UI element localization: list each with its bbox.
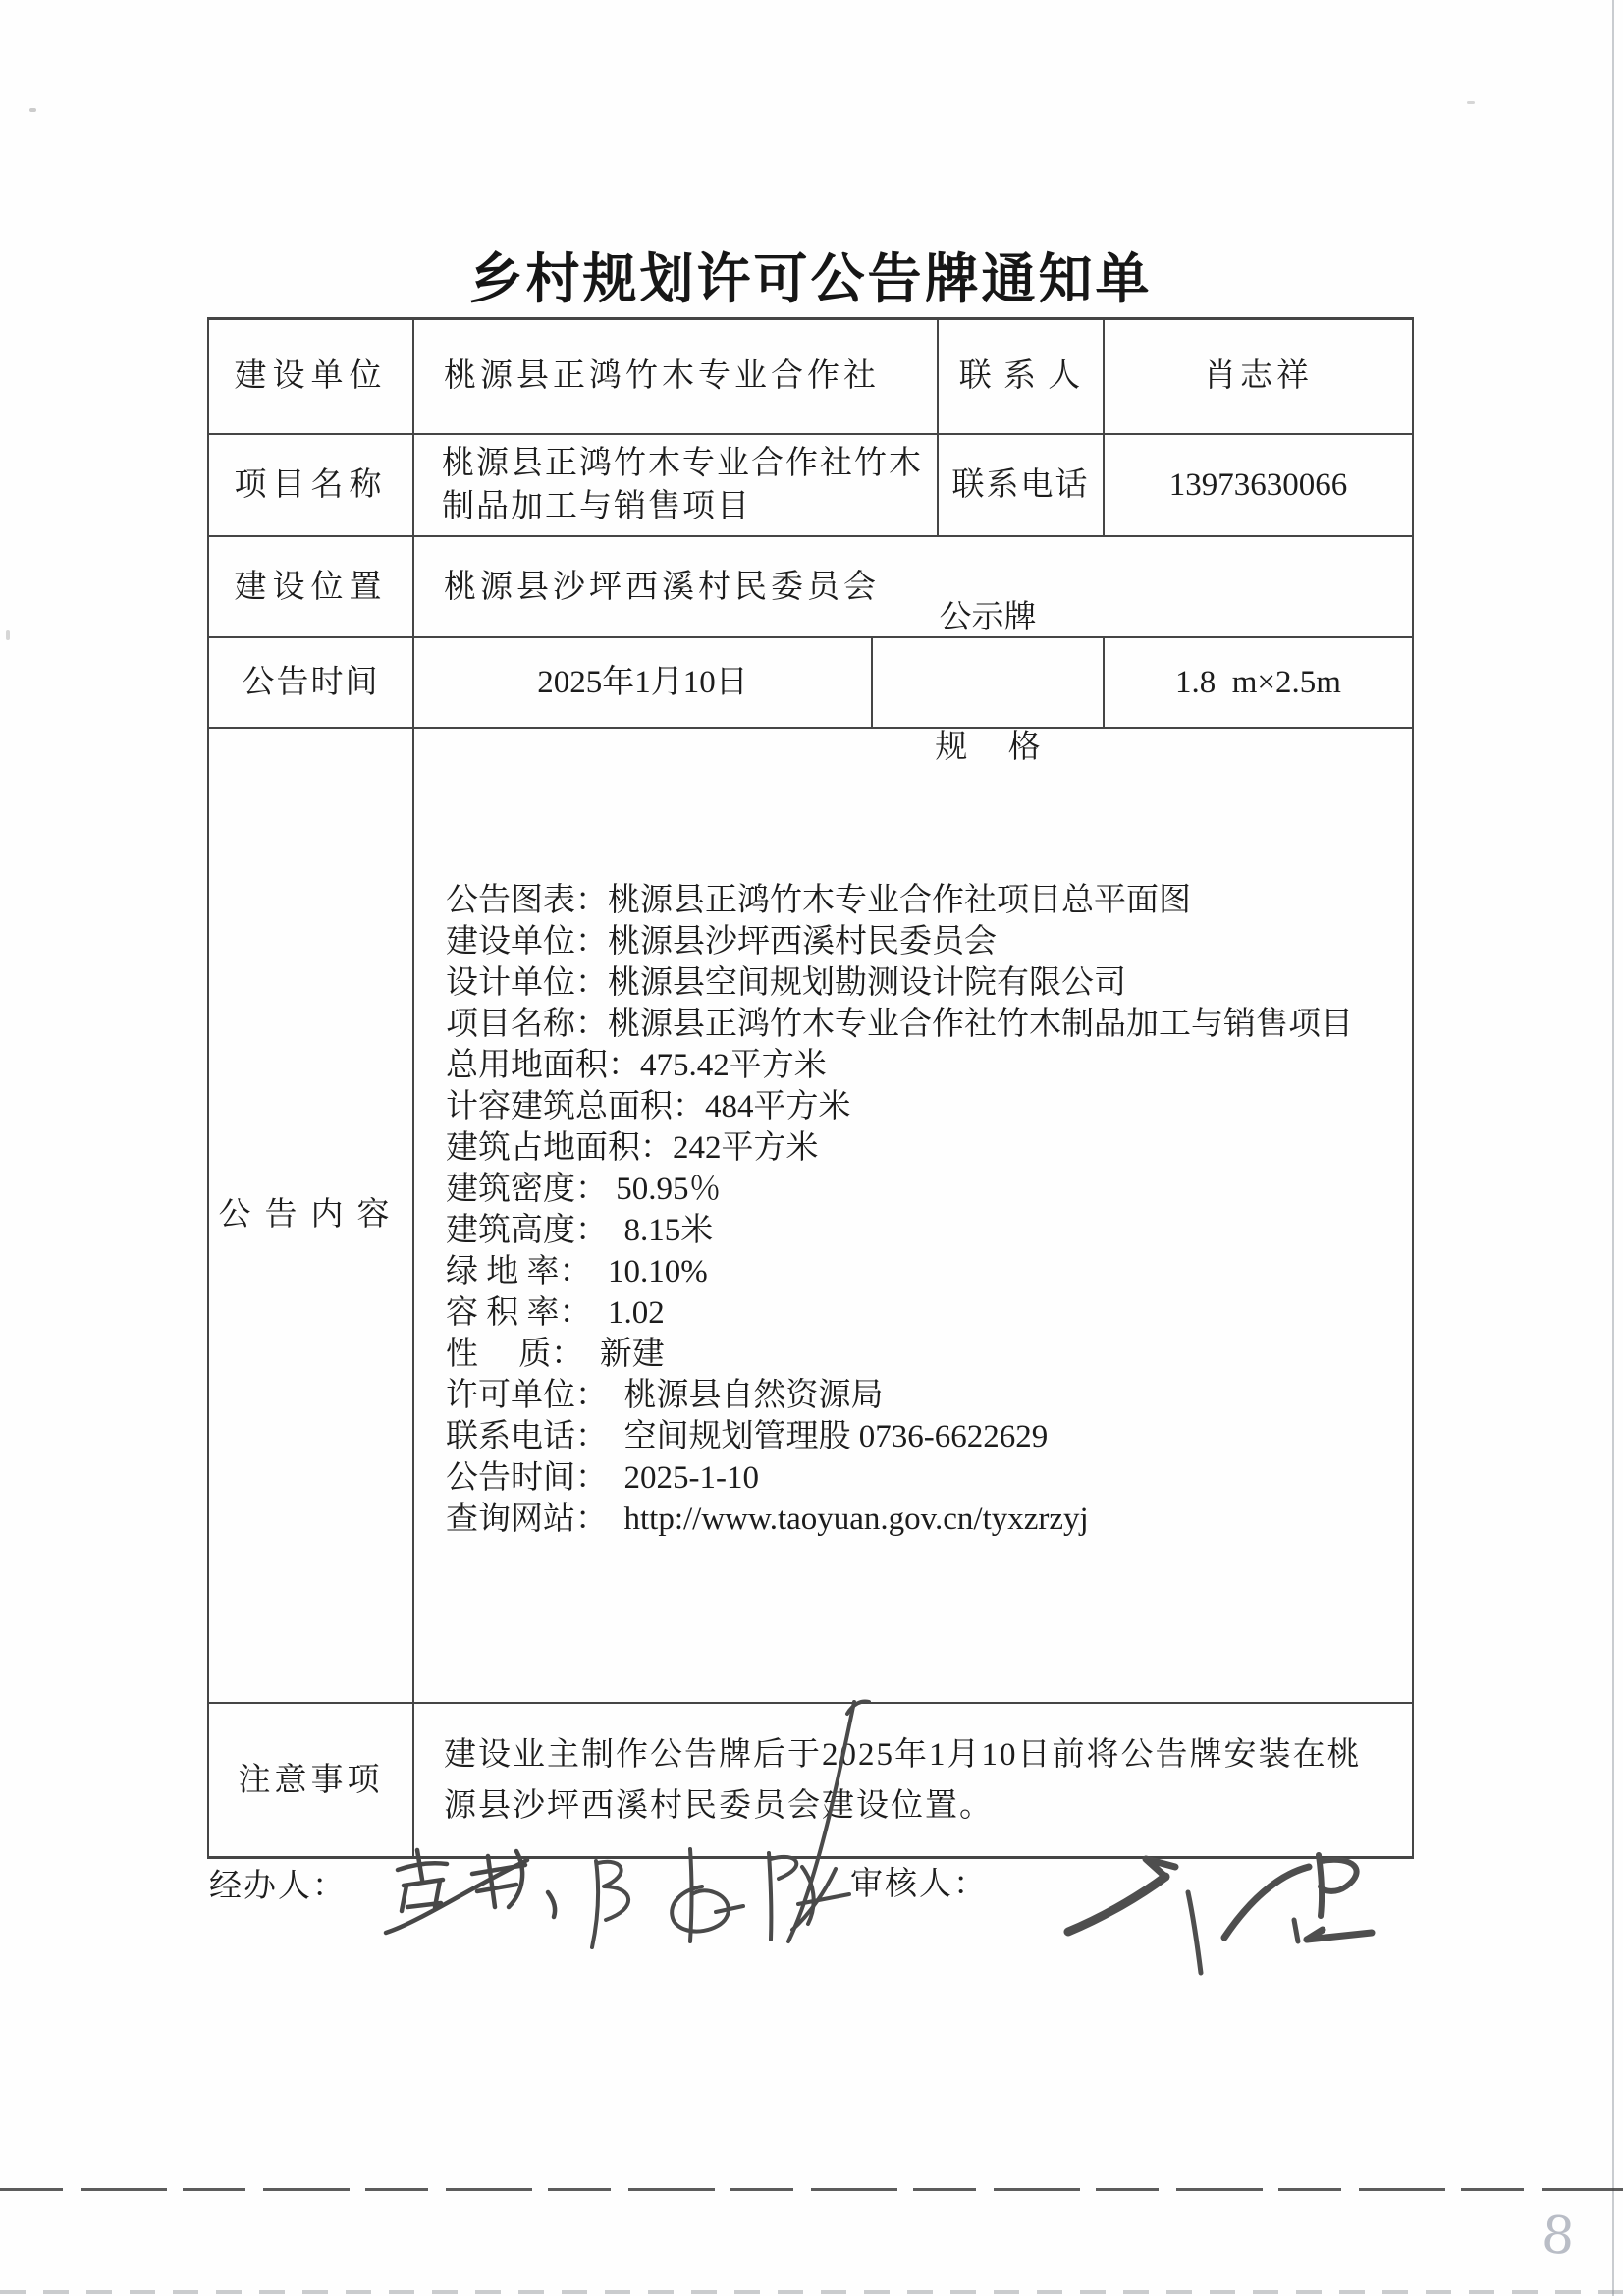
handler-label: 经办人： [209,1869,347,1904]
scan-speck [1467,101,1475,104]
scan-speck [6,630,10,640]
reviewer-label: 审核人： [850,1867,988,1902]
content-line: 项目名称：桃源县正鸿竹木专业合作社竹木制品加工与销售项目 [446,1007,1353,1042]
construction-unit-label: 建设单位 [234,358,388,394]
board-spec-label-line1: 公示牌 [939,600,1037,635]
content-line: 总用地面积：475.42平方米 [446,1048,827,1083]
notes-label: 注意事项 [238,1762,384,1798]
table-border-right [1412,317,1414,1859]
content-line: 查询网站： http://www.taoyuan.gov.cn/tyxzrzyj [446,1502,1089,1537]
project-name-value: 桃源县正鸿竹木专业合作社竹木制品加工与销售项目 [442,446,923,524]
scan-speck [29,108,36,112]
handler-signature-1 [378,1838,584,1961]
content-line: 容 积 率： 1.02 [446,1295,665,1331]
content-line: 建设单位：桃源县沙坪西溪村民委员会 [446,924,997,959]
contact-person-label: 联 系 人 [958,358,1083,394]
handler-signature-2 [574,1684,889,1969]
announce-time-value: 2025年1月10日 [537,665,748,700]
content-line: 建筑密度： 50.95％ [446,1172,722,1207]
content-line: 性 质： 新建 [446,1337,665,1372]
scan-page-edge-line [1612,0,1614,2296]
notes-value: 建设业主制作公告牌后于2025年1月10日前将公告牌安装在桃源县沙坪西溪村民委员会建设位置。 [444,1736,1362,1824]
content-line: 计容建筑总面积：484平方米 [446,1089,851,1124]
content-line: 联系电话： 空间规划管理股 0736-6622629 [446,1419,1049,1454]
location-value: 桃源县沙坪西溪村民委员会 [444,569,880,605]
announcement-content-body [446,880,1388,1540]
project-name-label: 项目名称 [234,467,388,503]
content-line: 设计单位：桃源县空间规划勘测设计院有限公司 [446,965,1126,1001]
contact-phone-value: 13973630066 [1168,467,1348,503]
construction-unit-value: 桃源县正鸿竹木专业合作社 [444,358,880,394]
scan-bottom-edge-artifact [0,2290,1623,2294]
content-line: 建筑高度： 8.15米 [446,1213,714,1248]
table-col-divider-labels [412,317,414,1859]
contact-person-value: 肖志祥 [1204,358,1313,394]
document-title: 乡村规划许可公告牌通知单 [468,248,1153,309]
content-line: 绿 地 率： 10.10% [446,1254,708,1289]
location-label: 建设位置 [234,569,388,605]
content-line: 许可单位： 桃源县自然资源局 [446,1378,884,1413]
reviewer-signature [1055,1841,1389,1989]
board-spec-label [873,600,1103,765]
content-line: 公告时间： 2025-1-10 [446,1460,759,1496]
board-spec-label-line2: 规 格 [935,730,1041,765]
content-line: 公告图表：桃源县正鸿竹木专业合作社项目总平面图 [446,883,1191,918]
announce-time-label: 公告时间 [242,665,380,700]
content-line: 建筑占地面积：242平方米 [446,1130,819,1166]
handwritten-page-number: 8 [1540,2205,1577,2268]
scan-fold-line [0,2188,1623,2191]
board-spec-value: 1.8 m×2.5m [1175,665,1341,700]
announcement-content-label: 公告内容 [218,1196,404,1232]
contact-phone-label: 联系电话 [951,467,1090,503]
